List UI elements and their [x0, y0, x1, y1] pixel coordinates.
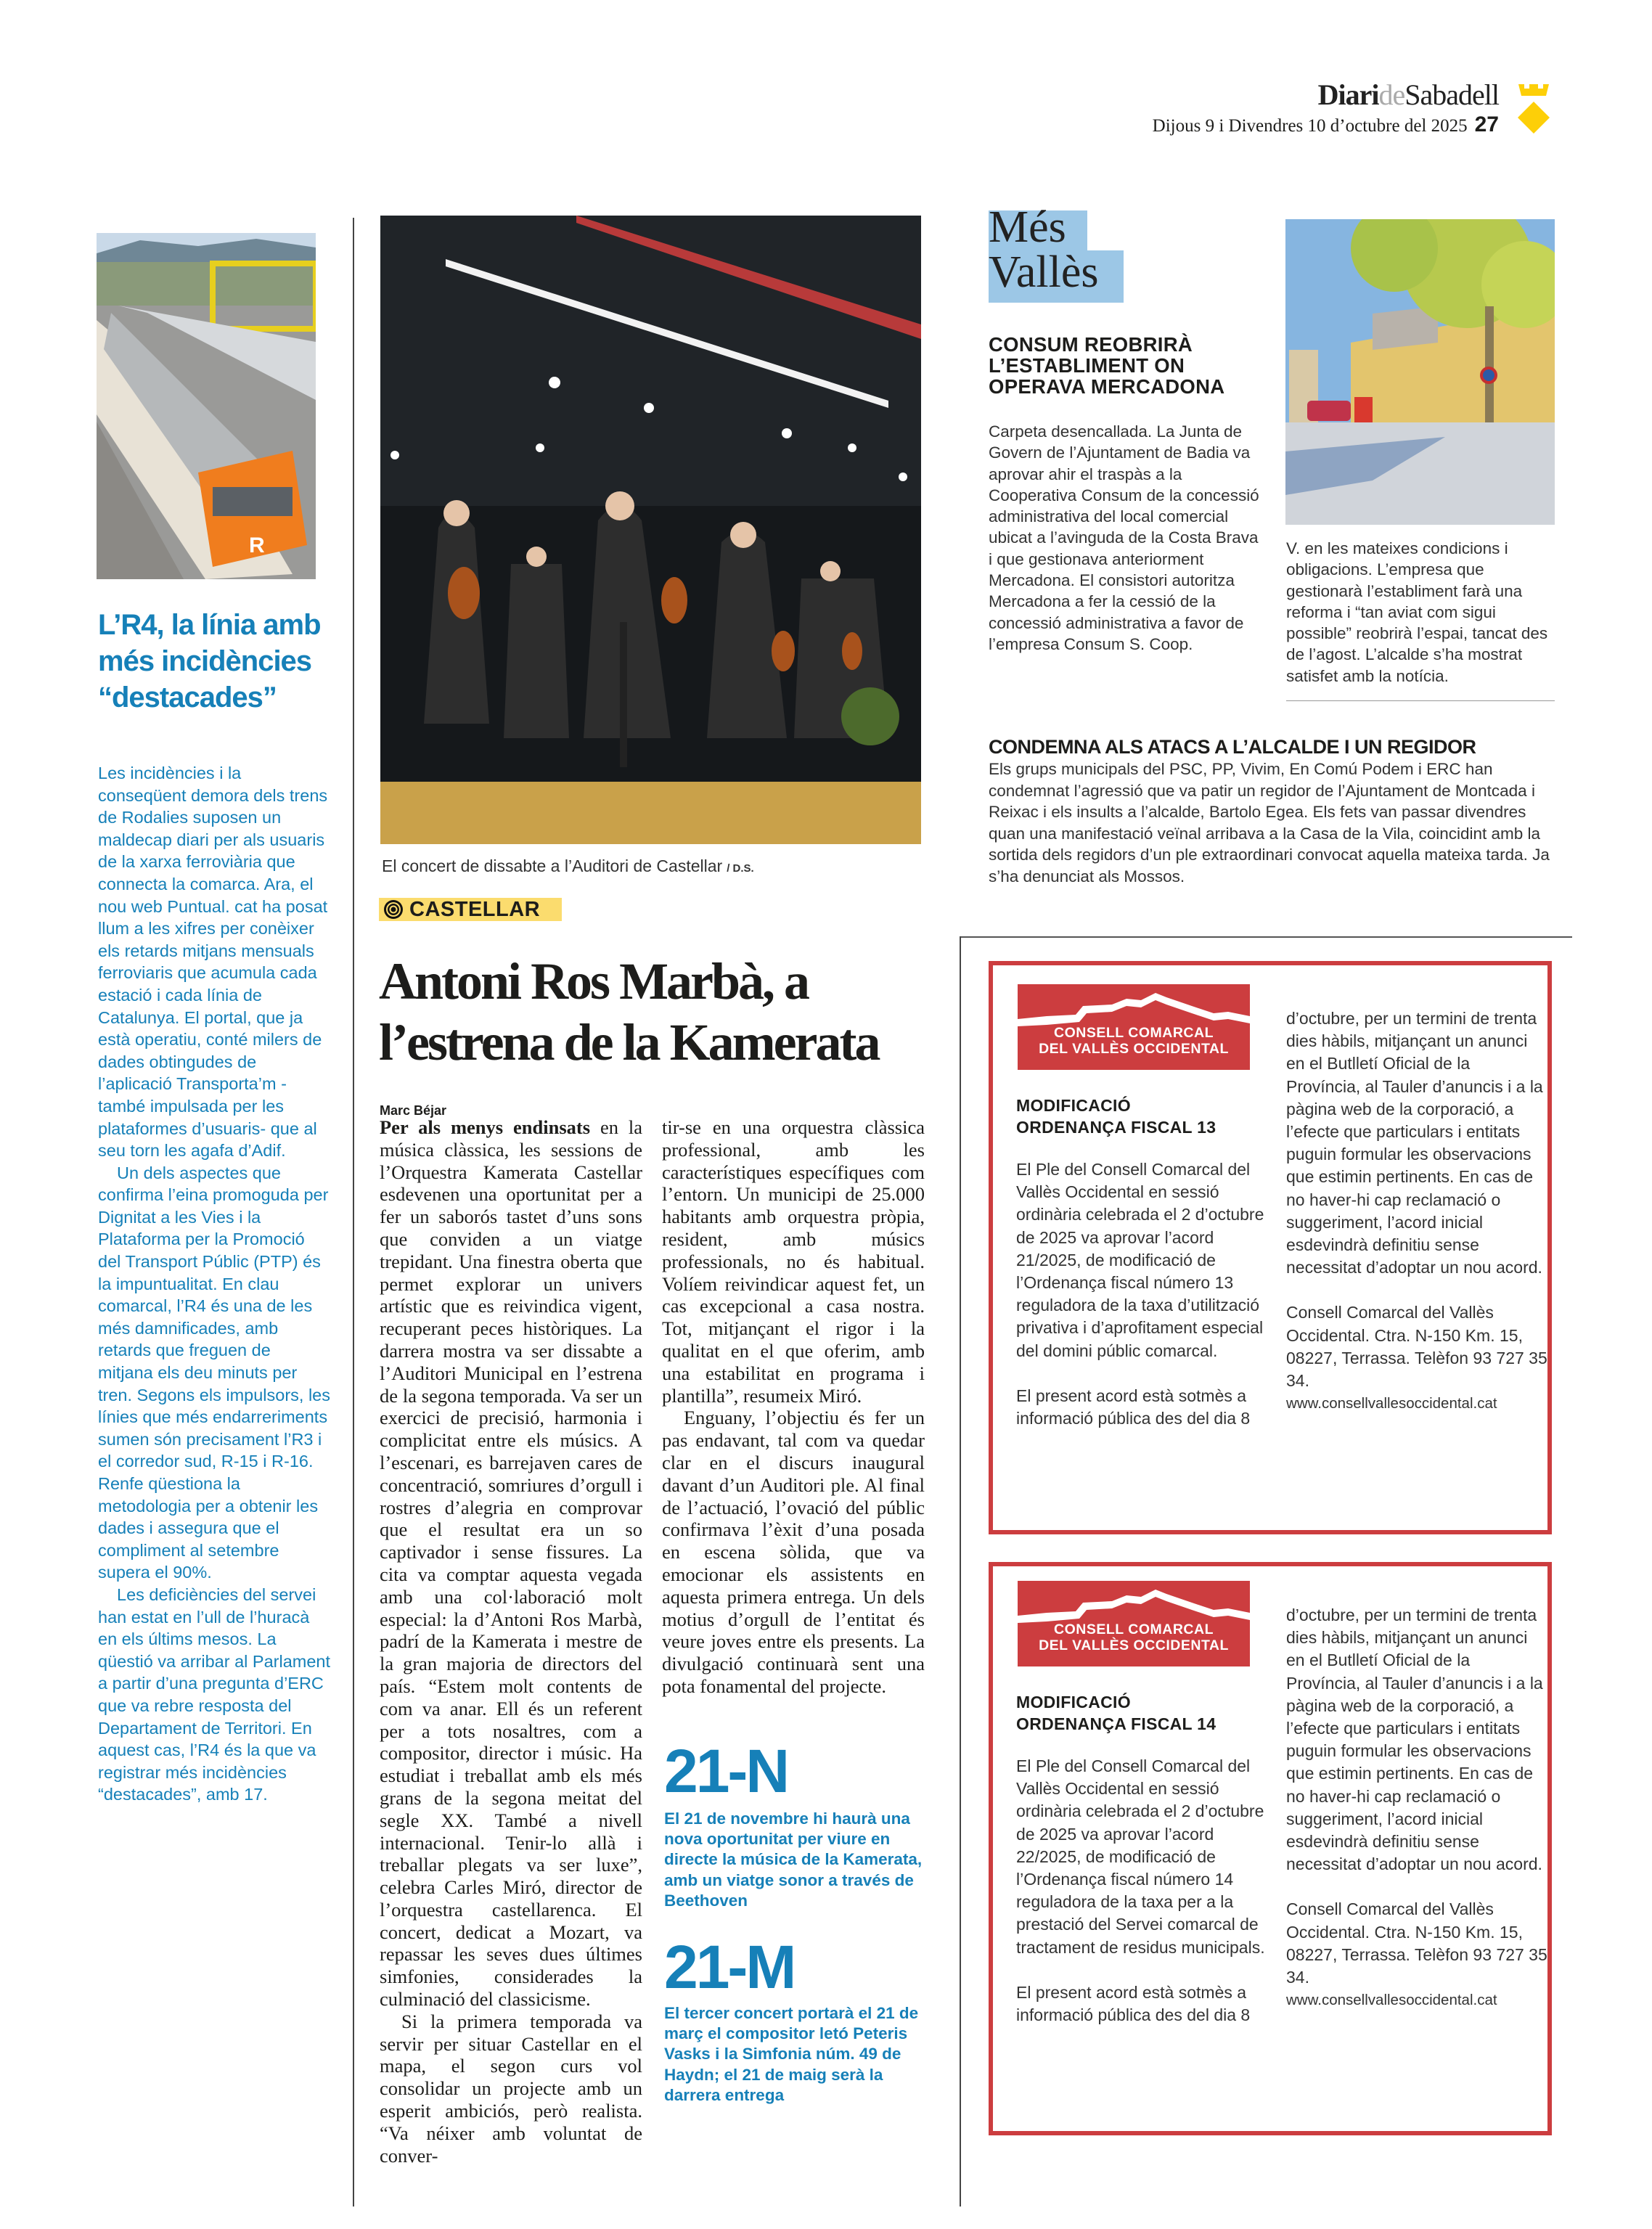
ad-contact: Consell Comarcal del Vallès Occidental. Ctra. N-150 Km. 15, 08227, Terrassa. Telèfon 93 727 35 34.	[1286, 1899, 1547, 1987]
section-title	[989, 205, 1099, 295]
section-tag-label: CASTELLAR	[409, 897, 541, 921]
condemna-headline: CONDEMNA ALS ATACS A L’ALCALDE I UN REGIDOR	[989, 736, 1476, 758]
r4-paragraph: Les incidències i la conseqüent demora dels trens de Rodalies suposen un maldecap diari per als usuaris de la xarxa ferroviària que connecta la comarca. Ara, el nou web Puntual. cat ha posat llum a les xifres per conèixer els retards mitjans mensuals ferroviaris que acumula cada estació i cada línia de Catalunya. El portal, que ja està operatiu, conté milers de dades obtingudes de l’aplicació Transporta’m -també impulsada per les plataformes d’usuaris- que al seu torn les agafa d’Adif.	[98, 764, 328, 1161]
logo-line: DEL VALLÈS OCCIDENTAL	[1039, 1041, 1229, 1057]
issue-date: Dijous 9 i Divendres 10 d’octubre del 2025	[1152, 116, 1468, 136]
r4-article-body	[98, 762, 330, 1806]
section-tag-castellar	[379, 898, 562, 921]
r4-paragraph: Un dels aspectes que confirma l’eina promoguda per Dignitat a les Vies i la Plataforma per la Promoció del Transport Públic (PTP) és la impuntualitat. En clau comarcal, l’R4 és una de les més damnificades, amb retards que freguen de mitjana els deu minuts per tren. Segons els impulsors, les línies que més endarreriments sumen són precisament l’R3 i el corredor sud, R-15 i R-16. Renfe qüestiona la metodologia per a obtenir les dades i assegura que el compliment al setembre supera el 90%.	[98, 1163, 331, 1582]
masthead-brand-de: de	[1378, 78, 1405, 111]
photo-credit: / D.S.	[727, 862, 754, 875]
divider	[1286, 700, 1555, 701]
section-divider	[960, 936, 1572, 938]
highlight-text: El 21 de novembre hi haurà una nova oportunitat per viure en directe la música de la Kamerata, amb un viatge sonor a través de Beethoven	[664, 1809, 923, 1910]
ad-paragraph: d’octubre, per un termini de trenta dies hàbils, mitjançant un anunci en el Butlletí Oficial de la Província, al Tauler d’anuncis i a la pàgina web de la corporació, a l’efecte que particulars i entitats puguin formular les observacions que estimin pertinents. En cas de no haver-hi cap reclamació o suggeriment, l’acord inicial esdevindrà definitiu sense necessitat d’adoptar un nou acord.	[1286, 1606, 1543, 1874]
public-notice-ad	[989, 961, 1552, 1534]
lead-in: Per als menys endinsats	[380, 1116, 591, 1138]
column-divider	[353, 218, 354, 2206]
ad-contact: Consell Comarcal del Vallès Occidental. Ctra. N-150 Km. 15, 08227, Terrassa. Telèfon 93 727 35 34.	[1286, 1303, 1547, 1391]
section-title-line: Vallès	[989, 248, 1099, 297]
ad-paragraph: El present acord està sotmès a informació pública des del dia 8	[1016, 1386, 1251, 1428]
section-title-line: Més	[989, 203, 1066, 252]
article-headline: Antoni Ros Marbà, a l’estrena de la Kamerata	[379, 952, 879, 1071]
caption-text: El concert de dissabte a l’Auditori de Castellar	[382, 856, 723, 875]
ad-website-link[interactable]: www.consellvallesoccidental.cat	[1286, 1395, 1497, 1412]
ad-title	[1016, 1691, 1216, 1735]
photo-caption	[382, 855, 754, 880]
ad-body-left	[1016, 1755, 1277, 2026]
ad-website-link[interactable]: www.consellvallesoccidental.cat	[1286, 1992, 1497, 2009]
consum-body-continued: V. en les mateixes condicions i obligacions. L’empresa que gestionarà l’establiment farà una reforma i “tan aviat com sigui possible” reobrirà l’espai, tancat des de l’agost. L’alcalde s’ha mostrat satisfet amb la notícia.	[1286, 539, 1548, 685]
ad-paragraph: El Ple del Consell Comarcal del Vallès Occidental en sessió ordinària celebrada el 2 d’octubre de 2025 va aprovar l’acord 21/2025, de modificació de l’Ordenança fiscal número 13 reguladora de la taxa d’utilització privativa i d’aprofitament especial del domini públic comarcal.	[1016, 1160, 1264, 1360]
page-number: 27	[1474, 113, 1499, 136]
highlight-text: El tercer concert portarà el 21 de març el compositor letó Peteris Vasks i la Simfonia núm. 49 de Haydn; el 21 de maig serà la darrera entrega	[664, 2004, 919, 2104]
condemna-body: Els grups municipals del PSC, PP, Vivim, En Comú Podem i ERC han condemnat l’agressió que va patir un regidor de l’Ajuntament de Montcada i Reixac i els insults a l’alcalde, Bartolo Egea. Els fets van passar divendres quan una manifestació veïnal arribava a la Casa de la Vila, coincidint amb la sortida dels regidors d’un ple extraordinari convocat aquella mateixa tarda. Ja s’ha denunciat als Mossos.	[989, 760, 1550, 886]
article-paragraph: Enguany, l’objectiu és fer un pas endavant, tal com va quedar clar en el discurs inaugural davant d’un Auditori ple. Al final de l’actuació, l’ovació del públic confirmava l’èxit d’una posada en escena sòlida, que va emocionar els assistents en aquesta primera entrega. Un dels motius d’orgull de l’entitat és veure joves entre els presents. La divulgació continuarà sent una pota fonamental del projecte.	[662, 1407, 925, 1697]
article-column-2	[662, 1116, 925, 1698]
target-icon	[383, 899, 404, 920]
masthead-date-line	[1153, 113, 1499, 138]
mountain-icon	[1018, 984, 1250, 1028]
article-column-1	[380, 1116, 642, 2167]
crest-icon	[1516, 83, 1552, 141]
logo-line: CONSELL COMARCAL	[1054, 1025, 1214, 1041]
logo-line: DEL VALLÈS OCCIDENTAL	[1039, 1637, 1229, 1653]
ad-paragraph: El present acord està sotmès a informació pública des del dia 8	[1016, 1982, 1251, 2025]
consell-comarcal-logo	[1018, 984, 1250, 1070]
svg-text:R: R	[249, 533, 265, 557]
street-photo	[1285, 219, 1555, 525]
ad-title-line: ORDENANÇA FISCAL 13	[1016, 1118, 1216, 1137]
train-photo	[97, 233, 316, 579]
masthead-brand-sabadell: Sabadell	[1404, 78, 1499, 111]
mountain-icon	[1018, 1581, 1250, 1624]
byline: Marc Béjar	[380, 1103, 447, 1118]
masthead-brand-diari: Diari	[1317, 78, 1379, 111]
article-paragraph: Si la primera temporada va servir per situar Castellar en el mapa, el segon curs vol consolidar un projecte amb un esperit ambiciós, però realista. “Va néixer amb voluntat de conver-	[380, 2010, 642, 2167]
ad-body-right	[1286, 1007, 1547, 1415]
r4-headline: L’R4, la línia amb més incidències “destacades”	[98, 609, 321, 713]
ad-paragraph: El Ple del Consell Comarcal del Vallès Occidental en sessió ordinària celebrada el 2 d’octubre de 2025 va aprovar l’acord 22/2025, de modificació de l’Ordenança fiscal número 14 reguladora de la taxa per a la prestació del Servei comarcal de tractament de residus municipals.	[1016, 1756, 1265, 1957]
highlight-date: 21-M	[664, 1933, 795, 2001]
r4-paragraph: Les deficiències del servei han estat en l’ull de l’huracà en els últims mesos. La qüestió va arribar al Parlament a partir d’una pregunta d’ERC que va rebre resposta del Departament de Territori. En aquest cas, l’R4 és la que va registrar més incidències “destacades”, amb 17.	[98, 1584, 331, 1804]
ad-title-line: MODIFICACIÓ	[1016, 1096, 1131, 1115]
consum-headline: CONSUM REOBRIRÀ L’ESTABLIMENT ON OPERAVA MERCADONA	[989, 333, 1225, 398]
consell-comarcal-logo	[1018, 1581, 1250, 1666]
ad-title-line: MODIFICACIÓ	[1016, 1693, 1131, 1711]
ad-body-right	[1286, 1604, 1547, 2011]
masthead-logo	[1318, 78, 1499, 112]
article-paragraph: tir-se en una orquestra clàssica professional, amb les característiques específiques com l’entorn. Un municipi de 25.000 habitants amb orquestra pròpia, resident, amb músics professionals, no és habitual. Volíem reivindicar aquest fet, un cas excepcional a casa nostra. Tot, mitjançant el rigor i la qualitat en el que oferim, amb una estabilitat en programa i plantilla”, resumeix Miró.	[662, 1116, 925, 1407]
ad-title	[1016, 1095, 1216, 1138]
logo-line: CONSELL COMARCAL	[1054, 1621, 1214, 1637]
ad-paragraph: d’octubre, per un termini de trenta dies hàbils, mitjançant un anunci en el Butlletí Oficial de la Província, al Tauler d’anuncis i a la pàgina web de la corporació, a l’efecte que particulars i entitats puguin formular les observacions que estimin pertinents. En cas de no haver-hi cap reclamació o suggeriment, l’acord inicial esdevindrà definitiu sense necessitat d’adoptar un nou acord.	[1286, 1009, 1543, 1277]
column-divider	[960, 936, 961, 2206]
ad-title-line: ORDENANÇA FISCAL 14	[1016, 1714, 1216, 1733]
highlight-date: 21-N	[664, 1737, 788, 1805]
ad-body-left	[1016, 1158, 1277, 1430]
consum-body: Carpeta desencallada. La Junta de Govern de l’Ajuntament de Badia va aprovar ahir el traspàs a la Cooperativa Consum de la concessió administrativa del local comercial ubicat a l’avinguda de la Costa Brava i que gestionava anteriorment Mercadona. El consistori autoritza Mercadona a fer la cessió de la concessió administrativa a favor de l’empresa Consum S. Coop.	[989, 422, 1259, 653]
concert-photo	[380, 216, 921, 844]
public-notice-ad	[989, 1562, 1552, 2135]
article-paragraph: en la música clàssica, les sessions de l’Orquestra Kamerata Castellar esdevenen una oportunitat per a fer un saborós tastet d’uns sons que conviden a un viatge trepidant. Una finestra oberta que permet explorar un univers artístic que es reivindica vigent, recuperant peces històriques. La darrera mostra va ser dissabte a l’Auditori Municipal en l’estrena de la segona temporada. Va ser un exercici de precisió, harmonia i complicitat entre els músics. A l’escenari, es barrejaven cares de concentració, somriures d’orgull i rostres d’alegria en comprovar que el resultat era un so captivador i sense fissures. La cita va comptar aquesta vegada amb una col·laboració molt especial: la d’Antoni Ros Marbà, padrí de la Kamerata i mestre de la gran majoria de directors del país. “Estem molt contents de com va anar. Ell és un referent per a tots nosaltres, com a compositor, director i músic. Ha estudiat i treballat amb els més grans de la segona meitat del segle XX. També a nivell internacional. Tenir-lo allà i treballar plegats va ser luxe”, celebra Carles Miró, director de l’orquestra castellarenca. El concert, dedicat a Mozart, va repassar les seves dues últimes simfonies, considerades la culminació del classicisme.	[380, 1116, 642, 2011]
